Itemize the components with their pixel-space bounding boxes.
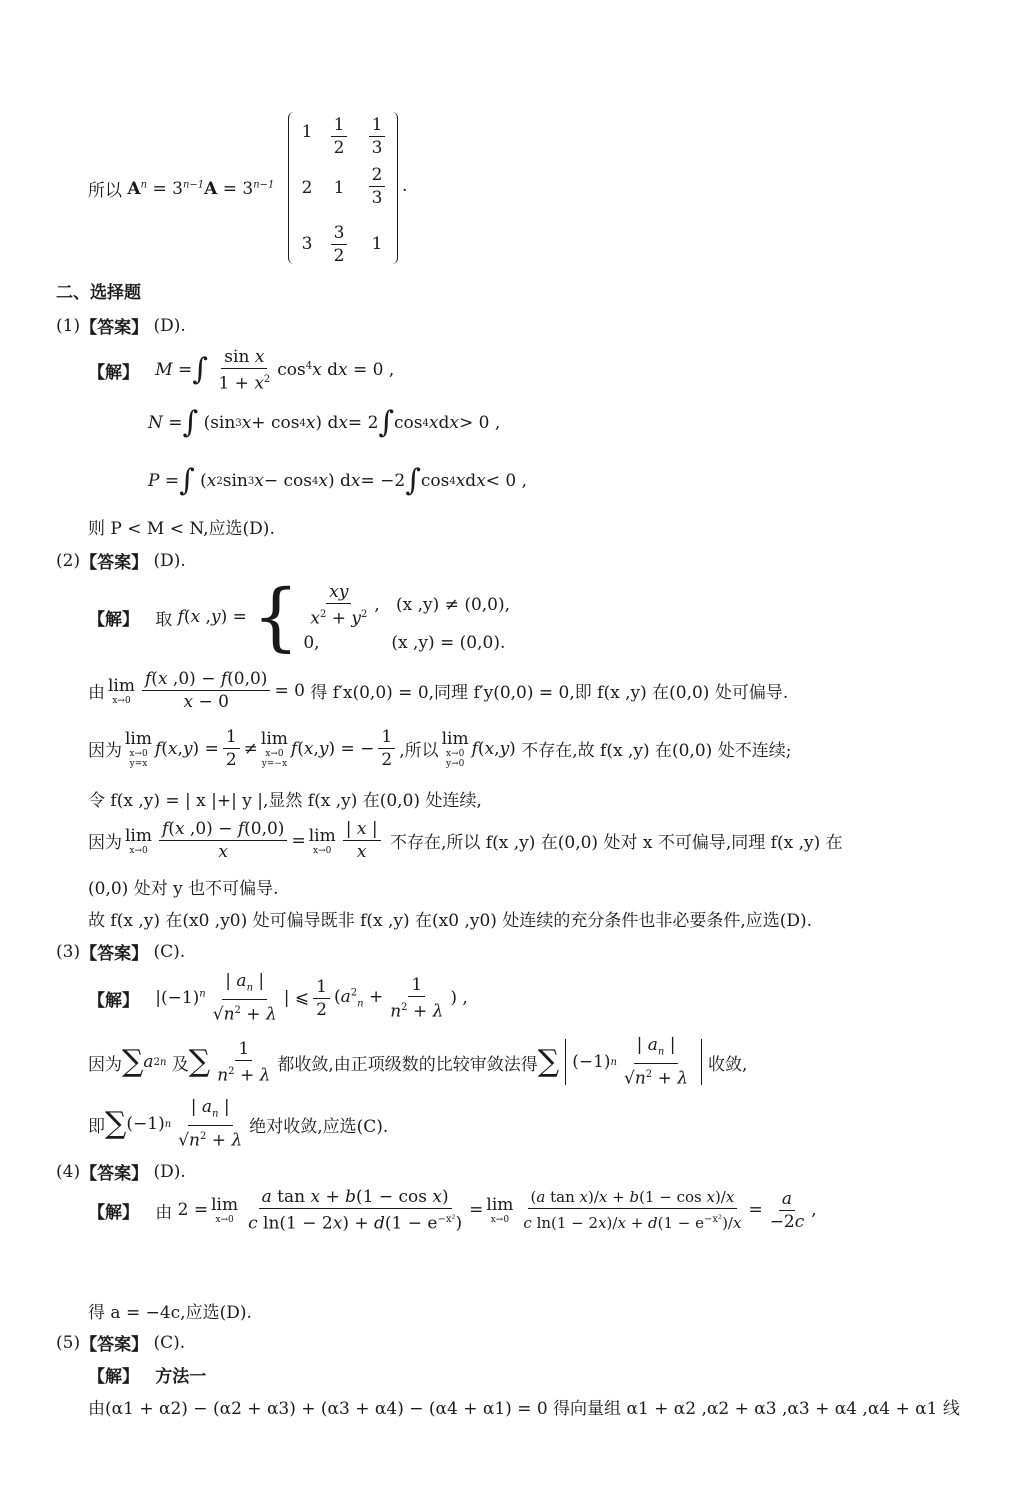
- q4-number: (4): [56, 1161, 81, 1182]
- matrix-cell: 3: [301, 234, 313, 254]
- q1-conclusion: 则 P < M < N,应选(D).: [88, 519, 275, 539]
- q2-solution-label: 【解】: [88, 609, 139, 630]
- q5-method-title: 方法一: [155, 1367, 207, 1387]
- q3-header: [56, 939, 185, 964]
- intro-prefix: 所以: [88, 181, 122, 201]
- q5-answer: (C).: [153, 1332, 186, 1353]
- q3-line3: 即 ∑ (−1) n $\frac{| a_n |}{√n^2 + \lambda}$ 绝对收敛,应选(C).: [88, 1097, 389, 1152]
- matrix-cell: $\frac{1}{2}$: [321, 114, 357, 159]
- q2-answer: (D).: [153, 550, 186, 571]
- q1-answer: (D).: [153, 315, 186, 336]
- q3-answer: (C).: [153, 941, 186, 962]
- q2-line2-end: 不存在,故 f(x ,y) 在(0,0) 处不连续;: [521, 741, 792, 761]
- q2-line6: 故 f(x ,y) 在(x0 ,y0) 处可偏导既非 f(x ,y) 在(x0 ,y0) 处连续的充分条件也非必要条件,应选(D).: [88, 911, 813, 931]
- result-matrix: [288, 112, 398, 264]
- q3-line2-mid: 都收敛,由正项级数的比较审敛法得: [277, 1054, 538, 1075]
- q5-header: [56, 1330, 185, 1355]
- q2-take: 取: [155, 609, 173, 630]
- q1-answer-label: 【答案】: [80, 318, 149, 338]
- q2-line1-pre: 由: [88, 683, 105, 703]
- q4-conclusion: 得 a = −4c,应选(D).: [88, 1303, 252, 1323]
- q3-answer-label: 【答案】: [80, 944, 149, 964]
- q2-line5: (0,0) 处对 y 也不可偏导.: [88, 879, 279, 899]
- matrix-cell: 1: [301, 122, 313, 142]
- q5-number: (5): [56, 1332, 81, 1353]
- q3-ineq: 【解】 $|(-1)^n$ $\frac{| a_n |}{√n^2 + \lambda}$ | ⩽ $\frac{1}{2}$ ($a^2_n$ + $\frac{1}{n^2 + \lambda}$ ) ,: [88, 971, 468, 1026]
- q1-header: [56, 313, 186, 338]
- q4-by: 由: [155, 1202, 173, 1223]
- q2-line1-post: 得 f′x(0,0) = 0,同理 f′y(0,0) = 0,即 f(x ,y) 在(0,0) 处可偏导.: [310, 683, 789, 703]
- q2-line4: 因为 lim x→0 $\frac{f(x ,0) - f(0,0)}{x}$ = lim x→0 $\frac{| x |}{x}$ 不存在,所以 f(x ,y) 在(0,0) 处对 x 不可偏导,同理 f(x ,y) 在: [88, 819, 843, 862]
- q5-method: [88, 1362, 206, 1387]
- q2-line2-pre: 因为: [88, 741, 122, 761]
- q4-header: [56, 1159, 186, 1184]
- q2-line4-post: 不存在,所以 f(x ,y) 在(0,0) 处对 x 不可偏导,同理 f(x ,y) 在: [389, 833, 843, 853]
- q1-eq-m: 【解】 M = ∫ $\frac{\text{sin x}}{1 + x^2}$ $\cos^4x$ dx = 0 ,: [88, 347, 395, 394]
- q1-eq-p: P = ∫ ( x 2 sin 3 x − cos 4 x ) d x = −2 ∫ cos 4 x d x < 0 ,: [148, 463, 528, 498]
- q2-line1: 由 lim x→0 $\frac{f(x ,0) - f(0,0)}{x - 0}$ = 0 得 f′x(0,0) = 0,同理 f′y(0,0) = 0,即 f(x ,y) 在(0,0) 处可偏导.: [88, 669, 789, 712]
- q5-solution-label: 【解】: [88, 1367, 139, 1387]
- intro-period: .: [402, 176, 408, 196]
- matrix-cell: $\frac{1}{3}$: [359, 114, 395, 159]
- q1-eq-n: N = ∫ (sin 3 x + cos 4 x ) d x = 2 ∫ cos 4 x d x > 0 ,: [148, 405, 501, 440]
- q2-line2: 因为 lim x→0 y=x f ( x , y ) = $\frac{1}{2}$ ≠ lim x→0 y=−x f ( x , y ) = − $\frac{1}{2}$ ,所以 lim x→0 y→0 f ( x , y ) 不存在,故 f(x ,y) 在(0,0) 处不连续;: [88, 727, 792, 770]
- q3-line2-and: 及: [171, 1054, 189, 1075]
- q1-number: (1): [56, 315, 81, 336]
- intro-line: [88, 176, 274, 201]
- section-title: 二、选择题: [56, 283, 141, 303]
- q3-line3-pre: 即: [88, 1116, 105, 1137]
- matrix-cell: 2: [301, 178, 313, 198]
- q2-answer-label: 【答案】: [80, 553, 149, 573]
- q3-number: (3): [56, 941, 81, 962]
- q4-answer-label: 【答案】: [80, 1164, 149, 1184]
- matrix-cell: 1: [371, 234, 383, 254]
- intro-formula: $A^n = 3^{n-1}A = 3^{n-1}$: [127, 178, 275, 199]
- q5-line: 由(α1 + α2) − (α2 + α3) + (α3 + α4) − (α4 + α1) = 0 得向量组 α1 + α2 ,α2 + α3 ,α3 + α4 ,α4 + α1 线: [88, 1399, 960, 1419]
- q2-line2-post: ,所以: [399, 741, 439, 761]
- q2-line4-pre: 因为: [88, 833, 122, 853]
- q4-eq: 【解】 由 2 = lim x→0 $\frac{\text{a tan x + b(1 − cos x)}}{c \ln(1 - 2x) + d(1 - e^{-x^2})}$ = lim x→0 $\frac{\text{(a tan x)/x + b(1 − cos x)/x}}{c \ln(1 - 2x)/x + d(1 - e^{-x^2})/x}$ = $\frac{a}{-2c}$ ,: [88, 1187, 817, 1234]
- q2-piecewise: 【解】 取 f(x ,y) = { $\frac{xy}{x^2 + y^2}$ , (x ,y) ≠ (0,0), 0, (x ,y) = (0,0).: [88, 574, 511, 660]
- matrix-cell: 1: [333, 178, 345, 198]
- q4-answer: (D).: [153, 1161, 186, 1182]
- q2-case1-cond: (x ,y) ≠ (0,0),: [396, 595, 511, 615]
- q2-case2-val: 0,: [303, 633, 320, 654]
- q3-line2: 因为 ∑ a 2 n 及 ∑ $\frac{1}{n^2 + \lambda}$ 都收敛,由正项级数的比较审敛法得 ∑ (−1) n $\frac{| a_n |}{√n^2 + \lambda}$ 收敛,: [88, 1035, 748, 1090]
- q5-answer-label: 【答案】: [80, 1335, 149, 1355]
- q2-line3: 令 f(x ,y) = | x |+| y |,显然 f(x ,y) 在(0,0) 处连续,: [88, 791, 482, 811]
- q3-solution-label: 【解】: [88, 990, 139, 1011]
- q3-line3-end: 绝对收敛,应选(C).: [249, 1116, 389, 1137]
- q3-line2-pre: 因为: [88, 1054, 122, 1075]
- q2-header: [56, 548, 186, 573]
- q4-solution-label: 【解】: [88, 1202, 139, 1223]
- matrix-cell: $\frac{2}{3}$: [359, 164, 395, 209]
- q3-line2-end: 收敛,: [708, 1054, 748, 1075]
- q1-solution-label: 【解】: [88, 362, 139, 383]
- matrix-cell: $\frac{3}{2}$: [321, 222, 357, 267]
- q2-number: (2): [56, 550, 81, 571]
- q2-case2-cond: (x ,y) = (0,0).: [391, 633, 506, 654]
